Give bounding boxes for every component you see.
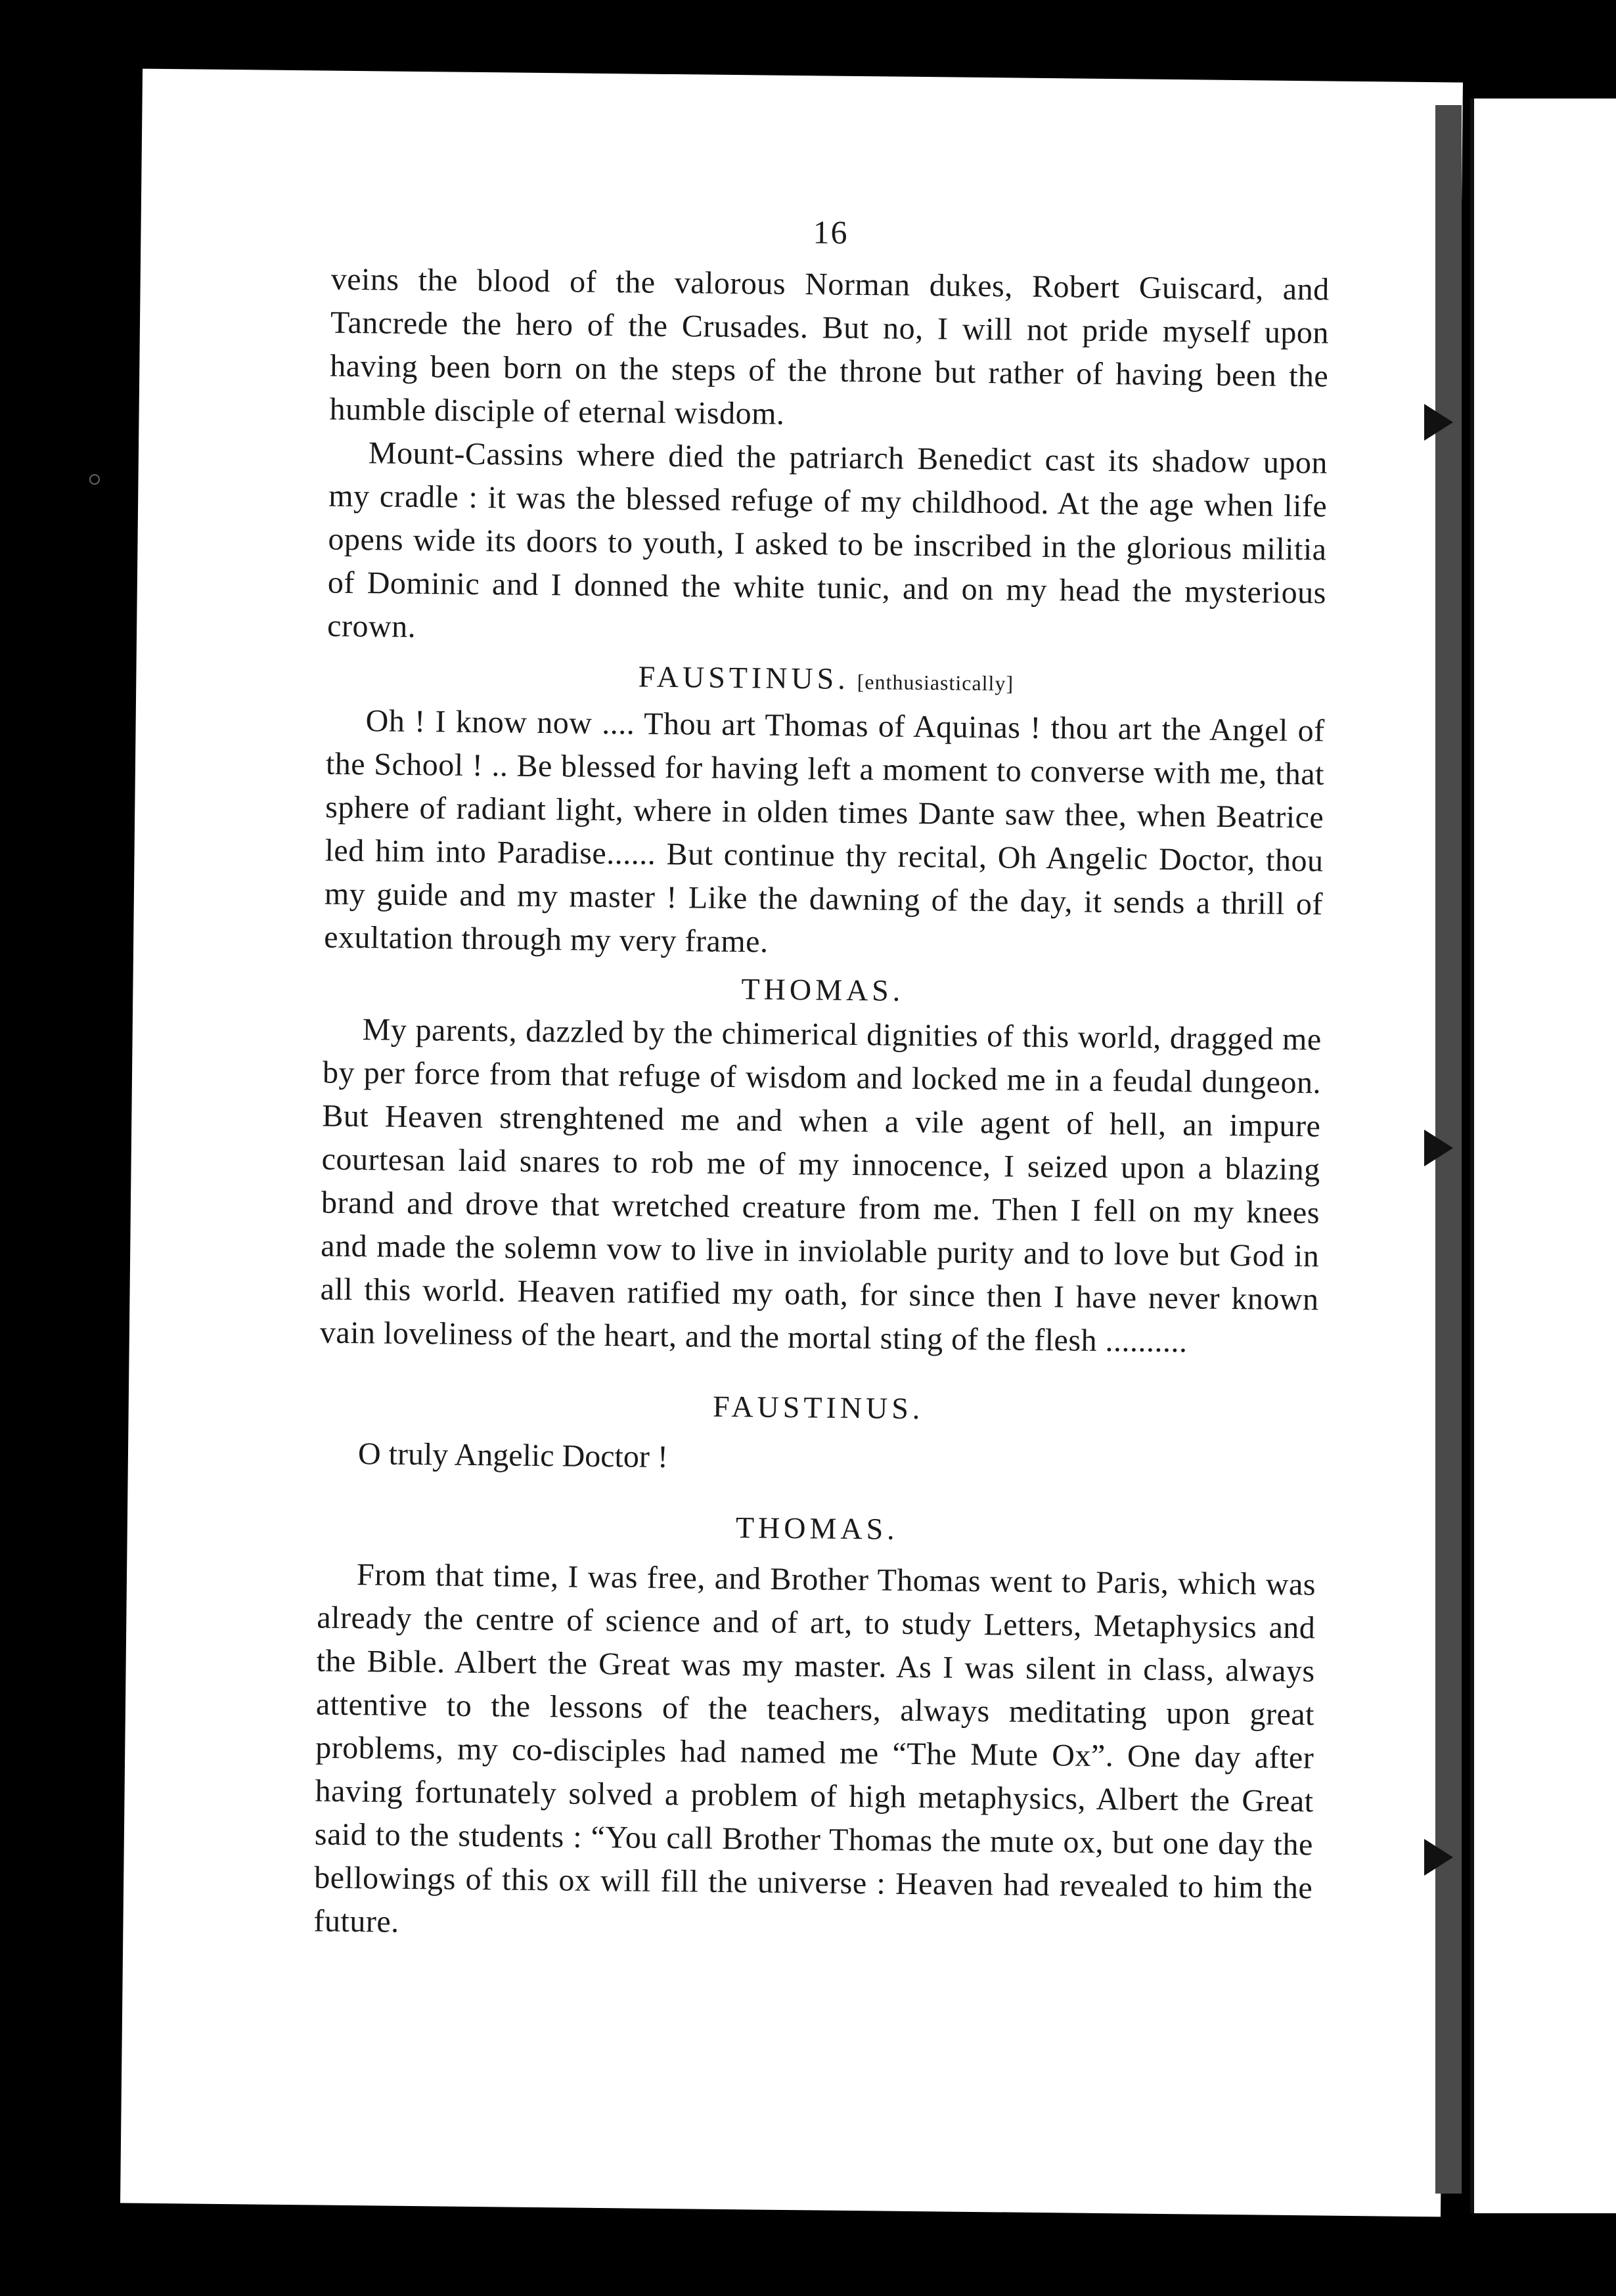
speech-faustinus-exclamation: O truly Angelic Doctor ! [357,1436,669,1475]
page-number: 16 [813,213,849,251]
speech-thomas-paris: From that time, I was free, and Brother Thomas went to Paris, which was already the centre of science and of art, to study Letters, Metaphysics and the Bible. Albert the Great was my master. As I was silent in class, always attentive to the lessons of the teachers, always meditating upon great problems, my co-disciples had named me “The Mute Ox”. One day after having fortunately solved a problem of high metaphysics, Albert the Great said to the students : “You call Brother Thomas the mute ox, but one day the bellowings of this ox will fill the universe : Heaven had revealed to him the future. [313,1557,1316,1939]
book-page [120,69,1463,2217]
paragraph-noble-lineage: veins the blood of the valorous Norman dukes, Robert Guiscard, and Tancrede the hero of the Crusades. But no, I will not pride myself upon having been born on the steps of the throne but rather of having been the humble disciple of eternal wisdom. [329,261,1330,431]
adjacent-page-edge [1470,99,1616,2213]
speaker-heading-faustinus [326,652,1326,709]
speaker-heading-faustinus-2: FAUSTINUS. [712,1389,924,1426]
speaker-heading-thomas-2: THOMAS. [735,1511,899,1546]
binding-notch-icon [1424,1130,1453,1166]
speaker-heading-thomas: THOMAS. [741,972,905,1007]
binding-notch-icon [1424,1839,1453,1876]
paragraph-mount-cassins: Mount-Cassins where died the patriarch Benedict cast its shadow upon my cradle : it was the blessed refuge of my childhood. At the age when life opens wide its doors to youth, I asked to be inscribed in the glorious militia of Dominic and I donned the white tunic, and on my head the mysterious crown. [326,435,1328,644]
speaker-name: FAUSTINUS. [638,659,850,695]
speech-faustinus-recognition: Oh ! I know now .... Thou art Thomas of Aquinas ! thou art the Angel of the School ! .. Be blessed for having left a moment to converse with me, that sphere of radiant light, where in olden times Dante saw thee, when Beatrice led him into Paradise...... But continue thy recital, Oh Angelic Doctor, thou my guide and my master ! Like the dawning of the day, it sends a thrill of exultation through my very frame. [323,703,1325,960]
stage-direction: [enthusiastically] [857,670,1014,695]
page-content [313,206,1330,1954]
binding-notch-icon [1424,404,1453,441]
speech-thomas-parents: My parents, dazzled by the chimerical dignities of this world, dragged me by per force from that refuge of wisdom and locked me in a feudal dungeon. But Heaven strenghtened me and when a vile agent of hell, an impure courtesan laid snares to rob me of my innocence, I seized upon a blazing brand and drove that wretched creature from me. Then I fell on my knees and made the solemn vow to live in inviolable purity and to love but God in all this world. Heaven ratified my oath, for since then I have never known vain loveliness of the heart, and the mortal sting of the flesh .......... [319,1012,1322,1359]
margin-hole-icon [89,474,100,485]
